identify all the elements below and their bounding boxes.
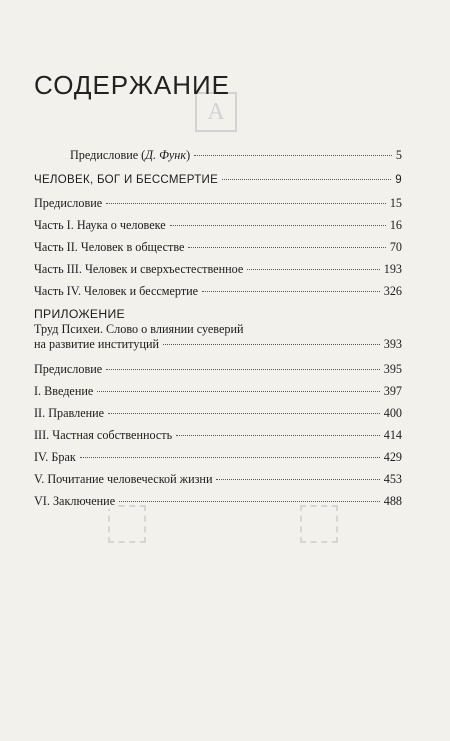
toc-entry-label: Предисловие (Д. Функ)	[70, 148, 191, 162]
toc-entry-label: III. Частная собственность	[34, 428, 173, 442]
dot-leader	[194, 155, 392, 156]
toc-entry-label: II. Правление	[34, 406, 105, 420]
toc-entry-preface-funk	[70, 148, 402, 163]
toc-entry-label: Предисловие	[34, 362, 103, 376]
toc-entry-page: 5	[395, 148, 402, 162]
toc-entry-page: 393	[383, 337, 402, 351]
dot-leader	[188, 247, 385, 248]
toc-entry	[34, 450, 402, 465]
dot-leader	[163, 344, 380, 345]
toc-entry	[34, 262, 402, 277]
toc-section-appendix: ПРИЛОЖЕНИЕ	[34, 307, 125, 321]
toc-entry-label: V. Почитание человеческой жизни	[34, 472, 213, 486]
toc-entry-page: 400	[383, 406, 402, 420]
dot-leader	[247, 269, 379, 270]
toc-entry-label: Часть IV. Человек и бессмертие	[34, 284, 199, 298]
toc-entry	[34, 284, 402, 299]
dot-leader	[222, 179, 391, 180]
toc-entry	[34, 472, 402, 487]
toc-entry-page: 429	[383, 450, 402, 464]
toc-entry-page: 395	[383, 362, 402, 376]
dot-leader	[97, 391, 379, 392]
toc-entry-label: Часть II. Человек в обществе	[34, 240, 185, 254]
publisher-logo-ghost: A	[195, 92, 237, 132]
dot-leader	[170, 225, 386, 226]
dot-leader	[106, 369, 380, 370]
toc-section-main-work	[34, 174, 402, 186]
dot-leader	[202, 291, 380, 292]
toc-section-page: 9	[395, 174, 402, 186]
toc-entry-label: IV. Брак	[34, 450, 76, 464]
toc-entry-label: I. Введение	[34, 384, 94, 398]
dot-leader	[216, 479, 379, 480]
toc-entry-label: Предисловие	[34, 196, 103, 210]
dot-leader	[108, 413, 380, 414]
toc-entry-label: Часть III. Человек и сверхъестественное	[34, 262, 244, 276]
dot-leader	[106, 203, 386, 204]
dot-leader	[80, 457, 380, 458]
toc-entry	[34, 240, 402, 255]
toc-entry-appendix-work	[34, 337, 402, 352]
dot-leader	[119, 501, 380, 502]
toc-entry	[34, 384, 402, 399]
toc-entry-label: Часть I. Наука о человеке	[34, 218, 166, 232]
toc-entry	[34, 218, 402, 233]
toc-section-label: ЧЕЛОВЕК, БОГ И БЕССМЕРТИЕ	[34, 174, 219, 186]
toc-entry	[34, 406, 402, 421]
toc-entry-label: на развитие институций	[34, 337, 160, 351]
toc-entry-page: 488	[383, 494, 402, 508]
toc-entry-page: 453	[383, 472, 402, 486]
page-title: СОДЕРЖАНИЕ	[34, 70, 231, 100]
toc-entry-label: VI. Заключение	[34, 494, 116, 508]
toc-entry	[34, 196, 402, 211]
toc-entry-page: 193	[383, 262, 402, 276]
toc-entry-page: 70	[389, 240, 402, 254]
toc-entry	[34, 428, 402, 443]
qr-code-ghost	[108, 505, 146, 543]
qr-code-ghost	[300, 505, 338, 543]
toc-entry-page: 326	[383, 284, 402, 298]
toc-entry-page: 15	[389, 196, 402, 210]
toc-entry	[34, 494, 402, 509]
toc-entry-page: 397	[383, 384, 402, 398]
toc-entry	[34, 362, 402, 377]
dot-leader	[176, 435, 380, 436]
toc-entry-page: 16	[389, 218, 402, 232]
toc-entry-page: 414	[383, 428, 402, 442]
toc-work-title-line1: Труд Психеи. Слово о влиянии суеверий	[34, 322, 244, 336]
